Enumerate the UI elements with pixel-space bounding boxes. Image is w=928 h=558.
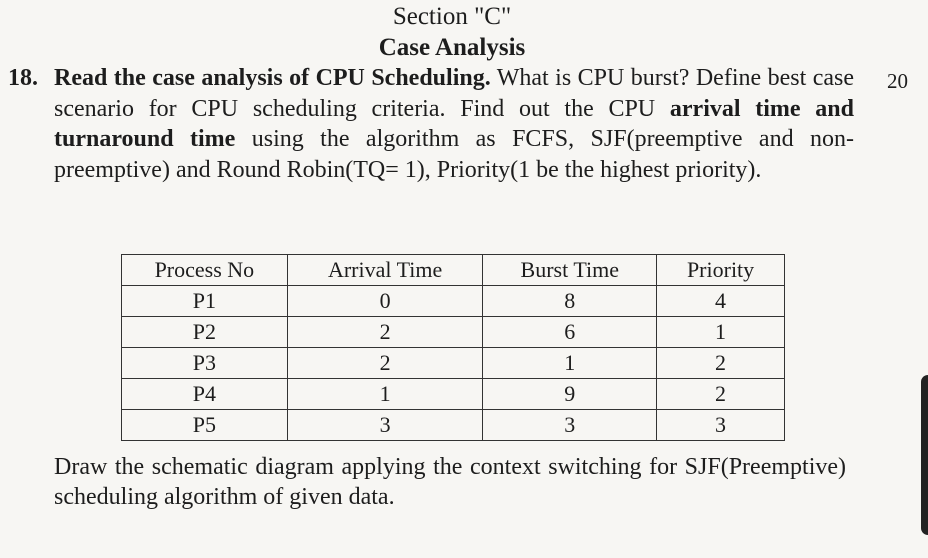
cell-burst: 6	[483, 317, 657, 348]
question-number: 18.	[8, 65, 38, 91]
table-row	[122, 317, 785, 348]
cell-arrival: 3	[287, 410, 483, 441]
section-title: Section "C"	[392, 3, 512, 30]
question-marks: 20	[887, 69, 908, 93]
cell-arrival: 2	[287, 317, 483, 348]
table-row	[122, 410, 785, 441]
question-text	[54, 63, 854, 185]
cell-arrival: 0	[287, 286, 483, 317]
case-analysis-title: Case Analysis	[378, 34, 526, 61]
header-burst-time: Burst Time	[483, 255, 657, 286]
table-row	[122, 286, 785, 317]
process-table	[121, 254, 785, 441]
table-row	[122, 348, 785, 379]
cell-arrival: 1	[287, 379, 483, 410]
diagram-instruction: Draw the schematic diagram applying the context switching for SJF(Preemptive) scheduling algorithm of given data.	[54, 454, 846, 510]
cell-process: P2	[122, 317, 288, 348]
question-body-1: What is CPU burst? Define best case scenario for CPU scheduling criteria. Find out the CPU	[54, 65, 854, 122]
cell-process: P4	[122, 379, 288, 410]
cell-burst: 1	[483, 348, 657, 379]
header-process-no: Process No	[122, 255, 288, 286]
question-emphasis: arrival time and turnaround time	[54, 95, 855, 152]
cell-burst: 9	[483, 379, 657, 410]
cell-priority: 3	[657, 410, 785, 441]
cell-process: P1	[122, 286, 288, 317]
cell-process: P5	[122, 410, 288, 441]
cell-burst: 3	[483, 410, 657, 441]
cell-priority: 1	[657, 317, 785, 348]
table-row	[122, 379, 785, 410]
page-edge-shadow	[921, 375, 928, 535]
table-header-row	[122, 255, 785, 286]
cell-process: P3	[122, 348, 288, 379]
cell-burst: 8	[483, 286, 657, 317]
cell-priority: 2	[657, 379, 785, 410]
cell-priority: 2	[657, 348, 785, 379]
cell-arrival: 2	[287, 348, 483, 379]
header-arrival-time: Arrival Time	[287, 255, 483, 286]
cell-priority: 4	[657, 286, 785, 317]
question-body-2: using the algorithm as FCFS, SJF(preemptive and non-preemptive) and Round Robin(TQ= 1), Priority(1 be the highest priority).	[54, 126, 855, 183]
header-priority: Priority	[657, 255, 785, 286]
question-intro: Read the case analysis of CPU Scheduling.	[54, 65, 491, 91]
